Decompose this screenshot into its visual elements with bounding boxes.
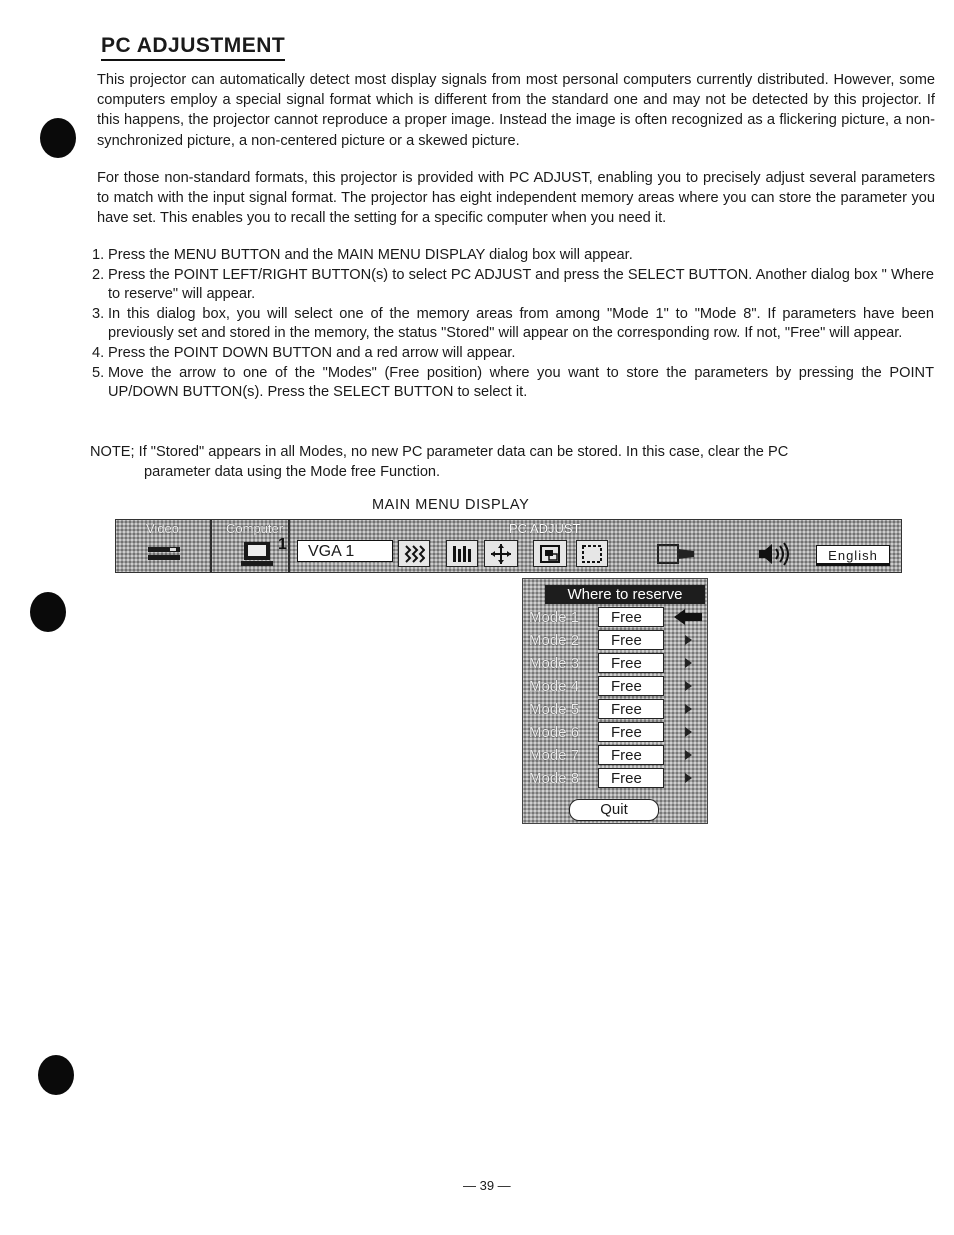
screen-icon[interactable] [576,540,608,567]
note-paragraph [90,443,930,482]
source-select[interactable]: VGA 1 [297,540,393,562]
multi-window-icon[interactable] [533,540,567,567]
instruction-steps [92,246,934,403]
mode-row[interactable] [523,745,709,767]
figure-caption: MAIN MENU DISPLAY [372,497,530,513]
step-item: 4. Press the POINT DOWN BUTTON and a red arrow will appear. [92,344,516,361]
mode-label: Mode 7 [529,747,580,764]
lamp-icon[interactable] [656,540,696,568]
mode-status: Free [598,768,664,788]
menu-separator [210,520,212,572]
quit-button[interactable]: Quit [569,799,659,821]
mode-row[interactable] [523,699,709,721]
mode-status: Free [598,630,664,650]
dialog-title: Where to reserve [545,585,705,604]
mode-status: Free [598,699,664,719]
main-menu-bar [115,519,902,573]
pc-adjust-label: PC ADJUST [509,521,581,536]
right-arrow-icon[interactable] [671,630,705,650]
menu-separator [288,520,290,572]
mode-status: Free [598,745,664,765]
where-to-reserve-dialog [522,578,708,824]
mode-row[interactable] [523,630,709,652]
pc-adjust-paragraph: For those non-standard formats, this projector is provided with PC ADJUST, enabling you to precisely adjust several parameters to match with the input signal format. The projector has eight independent memory areas where you can store the parameter you have set. This enables you to recall the setting for a specific computer when you need it. [97,170,935,227]
right-arrow-icon[interactable] [671,722,705,742]
mode-row[interactable] [523,607,709,629]
note-line-1: NOTE; If "Stored" appears in all Modes, no new PC parameter data can be stored. In this case, clear the PC [90,444,789,460]
mode-status: Free [598,607,664,627]
total-dots-icon[interactable] [446,540,478,567]
right-arrow-icon[interactable] [671,653,705,673]
mode-label: Mode 2 [529,632,580,649]
mode-label: Mode 3 [529,655,580,672]
mode-label: Mode 4 [529,678,580,695]
mode-label: Mode 8 [529,770,580,787]
binder-hole-top [40,118,76,158]
position-icon[interactable] [484,540,518,567]
right-arrow-icon[interactable] [671,768,705,788]
video-tab-label: Video [146,521,180,536]
sync-icon[interactable] [398,540,430,567]
step-item: 3. In this dialog box, you will select one of the memory areas from among "Mode 1" to "Mode 8". If parameters have been previously set and stored in the memory, the status "Stored" will appear on the corresponding row. If not, "Free" will appear. [92,305,934,342]
mode-status: Free [598,722,664,742]
mode-label: Mode 6 [529,724,580,741]
mode-status: Free [598,676,664,696]
right-arrow-icon[interactable] [671,699,705,719]
mode-row[interactable] [523,676,709,698]
right-arrow-icon[interactable] [671,676,705,696]
note-line-2: parameter data using the Mode free Function. [144,463,441,480]
binder-hole-bottom [38,1055,74,1095]
volume-icon[interactable] [756,540,790,568]
language-select[interactable]: English [816,545,890,566]
video-icon[interactable] [146,542,182,566]
binder-hole-middle [30,592,66,632]
right-arrow-icon[interactable] [671,745,705,765]
mode-label: Mode 5 [529,701,580,718]
step-item: 5. Move the arrow to one of the "Modes" (Free position) where you want to store the parameters by pressing the POINT UP/DOWN BUTTON(s). Press the SELECT BUTTON to select it. [92,364,934,401]
mode-row[interactable] [523,722,709,744]
mode-row[interactable] [523,768,709,790]
left-arrow-icon[interactable] [671,607,705,627]
mode-label: Mode 1 [529,609,580,626]
mode-status: Free [598,653,664,673]
step-item: 2. Press the POINT LEFT/RIGHT BUTTON(s) to select PC ADJUST and press the SELECT BUTTON. Another dialog box " Where to reserve" will appear. [92,266,934,303]
step-item: 1. Press the MENU BUTTON and the MAIN MENU DISPLAY dialog box will appear. [92,247,633,263]
page-number: — 39 — [463,1178,511,1193]
computer-tab-label: Computer [226,521,284,536]
computer-icon[interactable] [240,540,274,568]
input-number: 1 [278,536,287,553]
intro-paragraph: This projector can automatically detect most display signals from most personal computers currently distributed. However, some computers employ a special signal format which is different from the standard one and may not be detected by this projector. If this happens, the projector cannot reproduce a proper image. Instead the image is often recognized as a flickering picture, a non-synchronized picture, a non-centered picture or a skewed picture. [97,72,935,149]
page-title: PC ADJUSTMENT [101,34,285,61]
mode-row[interactable] [523,653,709,675]
